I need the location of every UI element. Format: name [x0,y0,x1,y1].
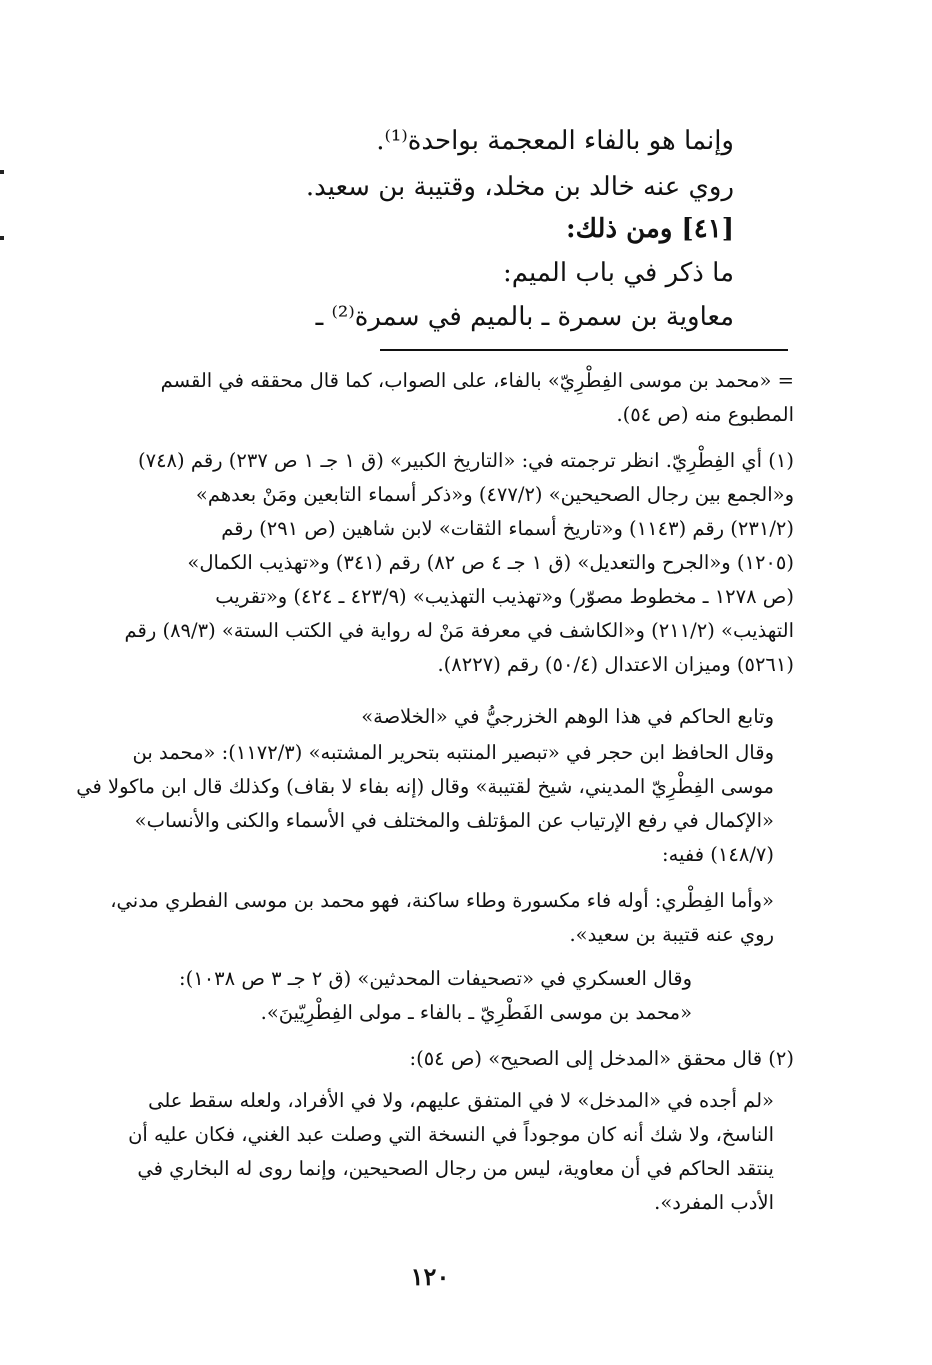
footnote-line: ينتقد الحاكم في أن معاوية، ليس من رجال الصحيحين، وإنما روى له البخاري في [137,1157,774,1180]
main-text-line: معاوية بن سمرة ـ بالميم في سمرة⁽²⁾ ـ [315,302,734,332]
footnote-line: روي عنه قتيبة بن سعيد». [569,923,774,946]
footnote-line: وقال الحافظ ابن حجر في «تبصير المنتبه بتحرير المشتبه» (١١٧٢/٣): «محمد بن [132,741,774,764]
footnote-line: (٥٢٦١) وميزان الاعتدال (٥٠/٤) رقم (٨٢٢٧). [437,653,794,676]
footnote-line: = «محمد بن موسى الفِطْرِيّ» بالفاء، على الصواب، كما قال محققه في القسم [160,369,794,392]
footnote-line: و«الجمع بين رجال الصحيحين» (٤٧٧/٢) و«ذكر أسماء التابعين ومَنْ بعدهم» [195,483,794,506]
footnote-line: (٢) قال محقق «المدخل إلى الصحيح» (ص ٥٤): [409,1047,794,1070]
footnote-1 [74,444,794,682]
footnote-separator [380,349,788,351]
footnote-line: موسى الفِطْرِيّ المديني، شيخ لقتيبة» وقال (إنه بفاء لا بقاف) وكذلك قال ابن ماكولا في [76,775,774,798]
footnote-line: «محمد بن موسى الفَطْرِيّ ـ بالفاء ـ مولى الفِطْرِيّينَ». [260,1001,692,1024]
footnote-line: (١٤٨/٧) ففيه: [662,843,774,866]
footnote-quote [74,1084,774,1220]
footnote-paragraph [92,962,692,1030]
main-text-line: ما ذكر في باب الميم: [502,258,734,288]
footnote-line: الأدب المفرد». [654,1191,774,1214]
footnote-line: التهذيب» (٢١١/٢) و«الكاشف في معرفة مَنْ له رواية في الكتب الستة» (٨٩/٣) رقم [124,619,794,642]
footnote-line: (٢٣١/٢) رقم (١١٤٣) و«تاريخ أسماء الثقات» لابن شاهين (ص ٢٩١) رقم [221,517,794,540]
footnote-line: الناسخ، ولا شك أنه كان موجوداً في النسخة التي وصلت عبد الغني، فكان عليه أن [128,1123,774,1146]
footnote-line: المطبوع منه (ص ٥٤). [616,403,794,426]
footnote-line: «لم أجده في «المدخل» لا في المتفق عليهم، ولا في الأفراد، ولعله سقط على [148,1089,774,1112]
footnote-line: (١) أي الفِطْرِيّ. انظر ترجمته في: «التاريخ الكبير» (ق ١ جـ ١ ص ٢٣٧) رقم (٧٤٨) [138,449,794,472]
footnote-line: وتابع الحاكم في هذا الوهم الخزرجيُّ في «الخلاصة» [361,705,774,728]
footnote-line: (ص ١٢٧٨ ـ مخطوط مصوّر) و«تهذيب التهذيب» (٤٢٣/٩ ـ ٤٢٤) و«تقريب [215,585,794,608]
footnote-continuation [74,364,794,432]
page-number: ١٢٠ [410,1262,450,1291]
footnote-2 [74,1042,794,1076]
main-text-line: روي عنه خالد بن مخلد، وقتيبة بن سعيد. [305,172,734,202]
main-text-line: وإنما هو بالفاء المعجمة بواحدة⁽¹⁾. [376,126,734,156]
scan-artifact [0,236,4,240]
footnote-line: (١٢٠٥) و«الجرح والتعديل» (ق ١ جـ ٤ ص ٨٢) رقم (٣٤١) و«تهذيب الكمال» [187,551,794,574]
entry-heading: [٤١] ومن ذلك: [566,214,734,244]
footnote-line: «وأما الفِطْري: أوله فاء مكسورة وطاء ساكنة، فهو محمد بن موسى الفطري مدني، [110,889,774,912]
footnote-line: وقال العسكري في «تصحيفات المحدثين» (ق ٢ جـ ٣ ص ١٠٣٨): [179,967,692,990]
footnote-quote [74,884,774,952]
footnote-paragraph [54,700,774,734]
footnote-line: «الإكمال في رفع الإرتياب عن المؤتلف والمختلف في الأسماء والكنى والأنساب» [134,809,774,832]
scan-artifact [0,170,4,174]
footnote-paragraph [74,736,774,872]
